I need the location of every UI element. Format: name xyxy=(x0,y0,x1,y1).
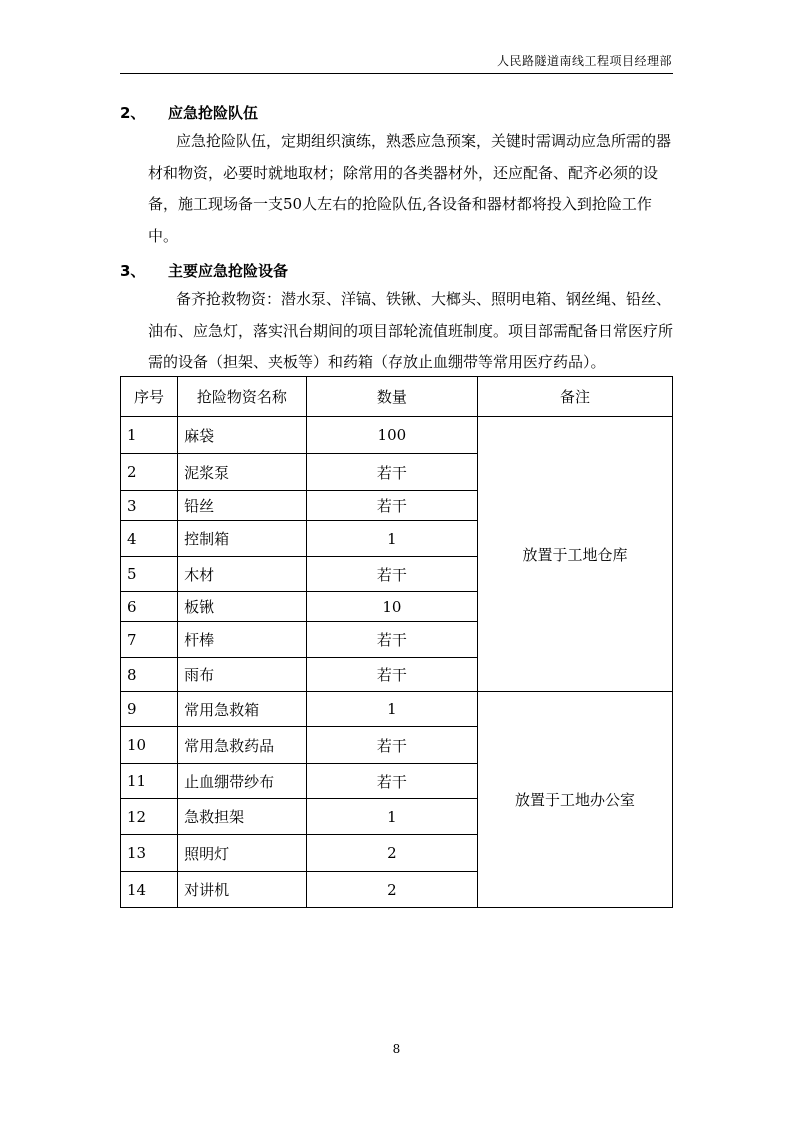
table-row xyxy=(121,692,673,727)
header-cell-qty: 数量 xyxy=(306,377,477,417)
row-name: 控制箱 xyxy=(178,521,307,557)
section-2-title: 应急抢险队伍 xyxy=(168,104,259,122)
row-name: 泥浆泵 xyxy=(178,454,307,491)
row-name: 木材 xyxy=(178,557,307,592)
row-qty: 1 xyxy=(306,692,477,727)
row-qty: 1 xyxy=(306,799,477,835)
header-divider xyxy=(120,73,673,74)
section-3-heading xyxy=(120,260,288,281)
row-qty: 2 xyxy=(306,835,477,872)
section-3-title: 主要应急抢险设备 xyxy=(168,262,289,280)
row-no: 12 xyxy=(121,799,178,835)
section-3-paragraph xyxy=(148,284,678,379)
row-qty: 若干 xyxy=(306,764,477,799)
section-2-heading xyxy=(120,102,258,123)
row-no: 1 xyxy=(121,417,178,454)
section-3-body: 备齐抢救物资：潜水泵、洋镐、铁锹、大榔头、照明电箱、钢丝绳、铅丝、油布、应急灯，落实汛台期间的项目部轮流值班制度。项目部需配备日常医疗所需的设备（担架、夹板等）和药箱（存放止血绷带等常用医疗药品）。 xyxy=(148,290,674,371)
header-cell-remark: 备注 xyxy=(478,377,673,417)
row-no: 8 xyxy=(121,658,178,692)
row-no: 5 xyxy=(121,557,178,592)
row-qty: 2 xyxy=(306,872,477,908)
row-qty: 若干 xyxy=(306,454,477,491)
row-name: 板锹 xyxy=(178,592,307,622)
row-name: 雨布 xyxy=(178,658,307,692)
table-row xyxy=(121,417,673,454)
row-no: 13 xyxy=(121,835,178,872)
section-2-paragraph xyxy=(148,126,678,252)
row-no: 4 xyxy=(121,521,178,557)
row-name: 照明灯 xyxy=(178,835,307,872)
row-qty: 若干 xyxy=(306,557,477,592)
row-qty: 若干 xyxy=(306,622,477,658)
row-name: 对讲机 xyxy=(178,872,307,908)
row-name: 麻袋 xyxy=(178,417,307,454)
header-cell-name: 抢险物资名称 xyxy=(178,377,307,417)
section-3-number: 3、 xyxy=(120,262,146,280)
row-name: 常用急救箱 xyxy=(178,692,307,727)
section-2-body: 应急抢险队伍，定期组织演练，熟悉应急预案，关键时需调动应急所需的器材和物资，必要时就地取材；除常用的各类器材外，还应配备、配齐必须的设备，施工现场备一支50人左右的抢险队伍,各设备和器材都将投入到抢险工作中。 xyxy=(148,132,672,245)
running-header: 人民路隧道南线工程项目经理部 xyxy=(496,54,672,68)
remark-warehouse: 放置于工地仓库 xyxy=(478,417,673,692)
row-no: 7 xyxy=(121,622,178,658)
row-name: 杆棒 xyxy=(178,622,307,658)
section-2-number: 2、 xyxy=(120,104,146,122)
row-no: 3 xyxy=(121,491,178,521)
row-no: 6 xyxy=(121,592,178,622)
remark-office: 放置于工地办公室 xyxy=(478,692,673,908)
row-qty: 10 xyxy=(306,592,477,622)
row-name: 铅丝 xyxy=(178,491,307,521)
row-qty: 若干 xyxy=(306,727,477,764)
header-cell-no: 序号 xyxy=(121,377,178,417)
table-header-row xyxy=(121,377,673,417)
row-no: 11 xyxy=(121,764,178,799)
equipment-table xyxy=(120,376,673,908)
page-number: 8 xyxy=(392,1042,401,1056)
row-name: 止血绷带纱布 xyxy=(178,764,307,799)
row-qty: 若干 xyxy=(306,491,477,521)
row-no: 2 xyxy=(121,454,178,491)
row-no: 14 xyxy=(121,872,178,908)
row-name: 急救担架 xyxy=(178,799,307,835)
row-qty: 1 xyxy=(306,521,477,557)
row-no: 10 xyxy=(121,727,178,764)
row-qty: 若干 xyxy=(306,658,477,692)
row-qty: 100 xyxy=(306,417,477,454)
row-no: 9 xyxy=(121,692,178,727)
row-name: 常用急救药品 xyxy=(178,727,307,764)
